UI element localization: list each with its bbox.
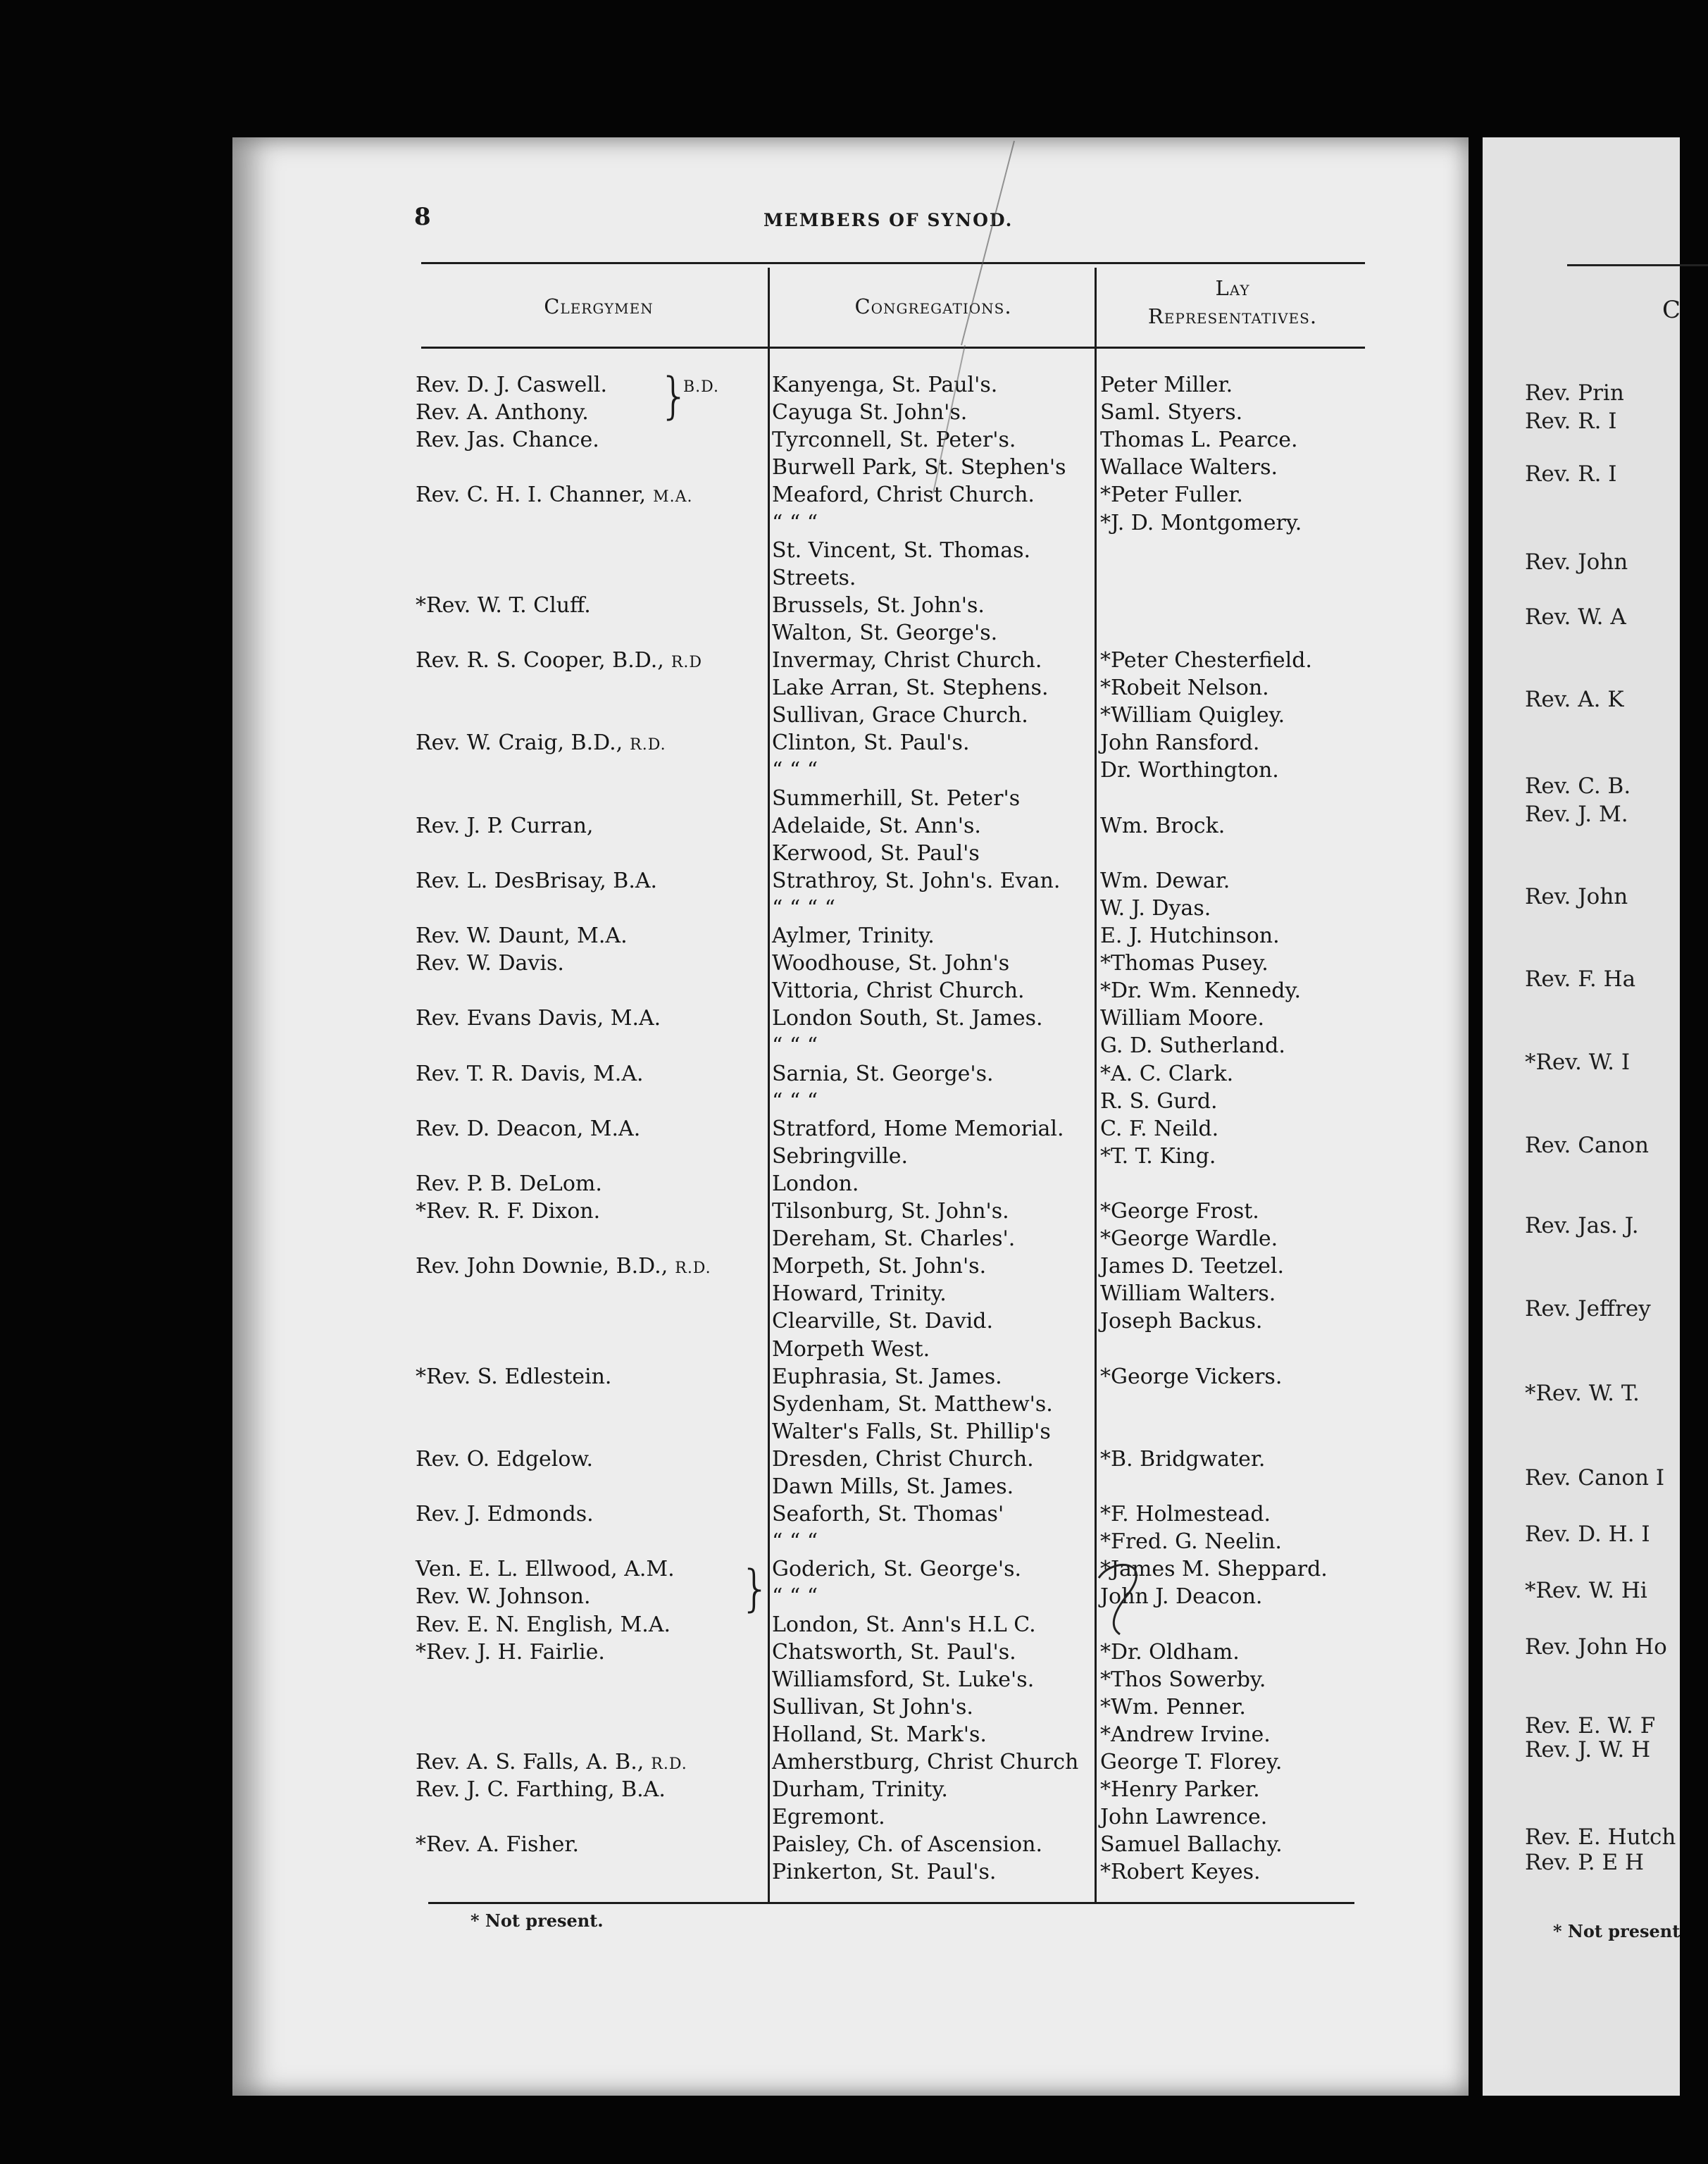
facing-page-line: Rev. F. Ha: [1525, 966, 1636, 992]
clergy-name: Rev. C. H. I. Channer,: [416, 483, 647, 507]
clergy-degree-suffix: B.D.: [683, 378, 720, 396]
congregation-name: Williamsford, St. Luke's.: [772, 1667, 1035, 1692]
lay-representative: John J. Deacon.: [1100, 1584, 1263, 1609]
clergy-suffix-holder: [630, 730, 666, 759]
lay-column-header-line2: Representatives.: [1147, 304, 1318, 328]
congregation-name: “ “ “: [772, 1033, 818, 1058]
bottom-rule: [428, 1902, 1354, 1904]
lay-representative: Dr. Worthington.: [1100, 758, 1279, 783]
congregation-name: Morpeth, St. John's.: [772, 1254, 987, 1279]
congregation-name: Sullivan, St John's.: [772, 1695, 973, 1720]
congregation-name: Clinton, St. Paul's.: [772, 730, 970, 755]
congregation-name: Vittoria, Christ Church.: [772, 978, 1025, 1003]
clergy-name: *Rev. W. T. Cluff.: [416, 593, 591, 618]
clergy-suffix-holder: [653, 482, 692, 511]
clergy-name: Rev. Jas. Chance.: [416, 428, 599, 452]
congregation-name: Woodhouse, St. John's: [772, 951, 1010, 976]
lay-representative: *T. T. King.: [1100, 1144, 1216, 1169]
congregation-name: Seaforth, St. Thomas': [772, 1502, 1004, 1526]
facing-page-line: Rev. Prin: [1525, 380, 1624, 406]
clergy-name: Rev. W. Daunt, M.A.: [416, 924, 628, 948]
congregation-name: Dereham, St. Charles'.: [772, 1226, 1016, 1251]
facing-page-line: *Rev. W. T.: [1525, 1381, 1640, 1406]
lay-representative: *B. Bridgwater.: [1100, 1447, 1266, 1472]
facing-page-line: Rev. R. I: [1525, 461, 1617, 487]
lay-column-header-line1: Lay: [1215, 276, 1250, 300]
congregation-name: Cayuga St. John's.: [772, 400, 968, 425]
lay-representative: *Fred. G. Neelin.: [1100, 1529, 1282, 1554]
congregation-name: Morpeth West.: [772, 1337, 930, 1362]
clergy-degree-suffix: R.D.: [651, 1755, 687, 1773]
congregation-name: “ “ “: [772, 1529, 818, 1554]
lay-representative: *J. D. Montgomery.: [1100, 511, 1302, 535]
congregation-name: Tyrconnell, St. Peter's.: [772, 428, 1016, 452]
column-divider-2: [1095, 268, 1097, 1902]
facing-page-line: *Rev. W. Hi: [1525, 1578, 1647, 1603]
brace-caswell-anthony: }: [659, 367, 690, 425]
clergy-degree-suffix: R.D.: [630, 736, 666, 754]
header-underline-rule: [421, 347, 1365, 349]
congregation-name: Sarnia, St. George's.: [772, 1062, 994, 1086]
running-head: MEMBERS OF SYNOD.: [763, 210, 1014, 230]
congregation-name: Invermay, Christ Church.: [772, 648, 1042, 673]
congregations-column-header: Congregations.: [854, 294, 1012, 318]
facing-page-header-fragment: C: [1662, 296, 1681, 324]
facing-page-line: Rev. E. W. F: [1525, 1713, 1656, 1739]
congregation-name: Holland, St. Mark's.: [772, 1722, 987, 1747]
clergy-name: Rev. Evans Davis, M.A.: [416, 1006, 661, 1031]
facing-page-line: Rev. Jeffrey: [1525, 1296, 1651, 1322]
lay-representative: *James M. Sheppard.: [1100, 1557, 1328, 1581]
congregation-name: London.: [772, 1171, 859, 1196]
clergy-degree-suffix: M.A.: [653, 488, 693, 506]
facing-page: [1483, 137, 1680, 2096]
congregation-name: Walter's Falls, St. Phillip's: [772, 1419, 1051, 1444]
congregation-name: Durham, Trinity.: [772, 1777, 948, 1802]
clergy-name: Rev. O. Edgelow.: [416, 1447, 594, 1472]
facing-page-line: Rev. John: [1525, 884, 1628, 909]
clergy-suffix-holder: [651, 1749, 687, 1778]
page-number: 8: [414, 203, 431, 231]
clergy-name: *Rev. J. H. Fairlie.: [416, 1640, 605, 1665]
clergy-name: Rev. J. C. Farthing, B.A.: [416, 1777, 666, 1802]
facing-page-line: Rev. E. Hutch: [1525, 1824, 1676, 1850]
facing-page-line: Rev. W. A: [1525, 604, 1626, 630]
congregation-name: Tilsonburg, St. John's.: [772, 1199, 1009, 1224]
congregation-name: “ “ “: [772, 511, 818, 535]
clergy-suffix-holder: [683, 372, 719, 401]
congregation-name: Howard, Trinity.: [772, 1281, 947, 1306]
lay-representative: *Peter Chesterfield.: [1100, 648, 1312, 673]
top-rule: [421, 262, 1365, 264]
clergy-name: Rev. P. B. DeLom.: [416, 1171, 602, 1196]
lay-representative: *George Vickers.: [1100, 1364, 1283, 1389]
clergy-column-header: Clergymen: [544, 294, 654, 318]
congregation-name: Lake Arran, St. Stephens.: [772, 676, 1049, 700]
lay-representative: Wm. Dewar.: [1100, 869, 1230, 893]
facing-page-line: Rev. John: [1525, 549, 1628, 575]
lay-representative: Thomas L. Pearce.: [1100, 428, 1298, 452]
facing-page-line: Rev. D. H. I: [1525, 1522, 1650, 1547]
congregation-name: Kanyenga, St. Paul's.: [772, 373, 998, 397]
lay-representative: *Dr. Oldham.: [1100, 1640, 1240, 1665]
column-divider-1: [768, 268, 770, 1902]
lay-representative: *Thomas Pusey.: [1100, 951, 1268, 976]
congregation-name: Burwell Park, St. Stephen's: [772, 455, 1066, 480]
brace-ellwood-johnson: }: [740, 1560, 771, 1617]
congregation-name: London South, St. James.: [772, 1006, 1043, 1031]
facing-page-line: Rev. Canon I: [1525, 1465, 1665, 1491]
lay-representative: *Thos Sowerby.: [1100, 1667, 1266, 1692]
lay-representative: *Peter Fuller.: [1100, 483, 1243, 507]
lay-representative: Saml. Styers.: [1100, 400, 1243, 425]
congregation-name: Euphrasia, St. James.: [772, 1364, 1002, 1389]
clergy-name: *Rev. A. Fisher.: [416, 1832, 580, 1857]
congregation-name: Summerhill, St. Peter's: [772, 786, 1021, 811]
congregation-name: “ “ “: [772, 1089, 818, 1114]
congregation-name: Pinkerton, St. Paul's.: [772, 1860, 997, 1884]
congregation-name: “ “ “ “: [772, 896, 835, 921]
congregation-name: Sydenham, St. Matthew's.: [772, 1392, 1053, 1417]
lay-representative: *George Frost.: [1100, 1199, 1259, 1224]
congregation-name: St. Vincent, St. Thomas.: [772, 538, 1031, 563]
congregation-name: Stratford, Home Memorial.: [772, 1117, 1064, 1141]
clergy-name: Rev. J. P. Curran,: [416, 814, 594, 838]
clergy-name: Rev. D. Deacon, M.A.: [416, 1117, 641, 1141]
lay-representative: G. D. Sutherland.: [1100, 1033, 1285, 1058]
lay-representative: Wallace Walters.: [1100, 455, 1278, 480]
lay-representative: James D. Teetzel.: [1100, 1254, 1285, 1279]
clergy-degree-suffix: R.D: [671, 654, 703, 671]
congregation-name: Chatsworth, St. Paul's.: [772, 1640, 1016, 1665]
congregation-name: London, St. Ann's H.L C.: [772, 1612, 1036, 1637]
clergy-name: Rev. L. DesBrisay, B.A.: [416, 869, 658, 893]
clergy-name: Rev. A. Anthony.: [416, 400, 589, 425]
clergy-name: Ven. E. L. Ellwood, A.M.: [416, 1557, 675, 1581]
facing-page-line: Rev. A. K: [1525, 687, 1624, 712]
congregation-name: “ “ “: [772, 1584, 818, 1609]
clergy-name: Rev. W. Johnson.: [416, 1584, 591, 1609]
congregation-name: Dawn Mills, St. James.: [772, 1474, 1014, 1499]
congregation-name: Clearville, St. David.: [772, 1309, 993, 1333]
congregation-name: Aylmer, Trinity.: [772, 924, 935, 948]
clergy-name: Rev. D. J. Caswell.: [416, 373, 608, 397]
congregation-name: Kerwood, St. Paul's: [772, 841, 980, 866]
congregation-name: Streets.: [772, 566, 856, 590]
clergy-suffix-holder: [671, 647, 702, 676]
lay-representative: C. F. Neild.: [1100, 1117, 1219, 1141]
congregation-name: Walton, St. George's.: [772, 621, 998, 645]
facing-page-line: Rev. John Ho: [1525, 1634, 1667, 1660]
facing-page-footnote: * Not present: [1553, 1921, 1681, 1941]
lay-representative: *George Wardle.: [1100, 1226, 1278, 1251]
clergy-name: Rev. A. S. Falls, A. B.,: [416, 1750, 644, 1774]
lay-representative: R. S. Gurd.: [1100, 1089, 1218, 1114]
lay-representative: *Henry Parker.: [1100, 1777, 1260, 1802]
lay-representative: *William Quigley.: [1100, 703, 1285, 728]
clergy-name: Rev. T. R. Davis, M.A.: [416, 1062, 644, 1086]
facing-page-line: Rev. R. I: [1525, 409, 1617, 434]
lay-representative: William Moore.: [1100, 1006, 1265, 1031]
clergy-name: Rev. W. Craig, B.D.,: [416, 730, 623, 755]
facing-page-line: Rev. P. E H: [1525, 1850, 1645, 1875]
congregation-name: “ “ “: [772, 758, 818, 783]
facing-page-top-rule: [1567, 264, 1708, 266]
congregation-name: Goderich, St. George's.: [772, 1557, 1022, 1581]
clergy-name: Rev. John Downie, B.D.,: [416, 1254, 668, 1279]
lay-representative: *Andrew Irvine.: [1100, 1722, 1271, 1747]
lay-representative: George T. Florey.: [1100, 1750, 1283, 1774]
congregation-name: Dresden, Christ Church.: [772, 1447, 1034, 1472]
clergy-name: Rev. J. Edmonds.: [416, 1502, 594, 1526]
clergy-name: Rev. R. S. Cooper, B.D.,: [416, 648, 664, 673]
lay-representative: John Lawrence.: [1100, 1805, 1268, 1829]
lay-representative: *A. C. Clark.: [1100, 1062, 1234, 1086]
lay-representative: Wm. Brock.: [1100, 814, 1226, 838]
congregation-name: Adelaide, St. Ann's.: [772, 814, 981, 838]
lay-representative: *Robert Keyes.: [1100, 1860, 1261, 1884]
lay-representative: *Robeit Nelson.: [1100, 676, 1269, 700]
facing-page-line: Rev. Jas. J.: [1525, 1213, 1639, 1238]
lay-representative: *Wm. Penner.: [1100, 1695, 1246, 1720]
congregation-name: Sullivan, Grace Church.: [772, 703, 1028, 728]
congregation-name: Meaford, Christ Church.: [772, 483, 1035, 507]
clergy-name: *Rev. R. F. Dixon.: [416, 1199, 601, 1224]
congregation-name: Sebringville.: [772, 1144, 908, 1169]
facing-page-line: *Rev. W. I: [1525, 1050, 1631, 1075]
congregation-name: Amherstburg, Christ Church: [772, 1750, 1079, 1774]
facing-page-line: Rev. J. W. H: [1525, 1737, 1651, 1762]
lay-representative: W. J. Dyas.: [1100, 896, 1211, 921]
facing-page-line: Rev. J. M.: [1525, 802, 1628, 827]
congregation-name: Paisley, Ch. of Ascension.: [772, 1832, 1042, 1857]
clergy-name: *Rev. S. Edlestein.: [416, 1364, 612, 1389]
congregation-name: Brussels, St. John's.: [772, 593, 985, 618]
lay-representative: William Walters.: [1100, 1281, 1276, 1306]
congregation-name: Strathroy, St. John's. Evan.: [772, 869, 1061, 893]
footnote: * Not present.: [470, 1910, 604, 1931]
clergy-name: Rev. W. Davis.: [416, 951, 564, 976]
lay-representative: Samuel Ballachy.: [1100, 1832, 1283, 1857]
lay-representative: *Dr. Wm. Kennedy.: [1100, 978, 1301, 1003]
lay-representative: John Ransford.: [1100, 730, 1260, 755]
facing-page-line: Rev. C. B.: [1525, 773, 1631, 799]
clergy-name: Rev. E. N. English, M.A.: [416, 1612, 671, 1637]
clergy-suffix-holder: [675, 1253, 711, 1282]
lay-representative: E. J. Hutchinson.: [1100, 924, 1280, 948]
lay-representative: Joseph Backus.: [1100, 1309, 1263, 1333]
lay-representative: Peter Miller.: [1100, 373, 1233, 397]
lay-representative: *F. Holmestead.: [1100, 1502, 1271, 1526]
clergy-degree-suffix: R.D.: [675, 1260, 711, 1277]
congregation-name: Egremont.: [772, 1805, 885, 1829]
facing-page-line: Rev. Canon: [1525, 1133, 1650, 1158]
